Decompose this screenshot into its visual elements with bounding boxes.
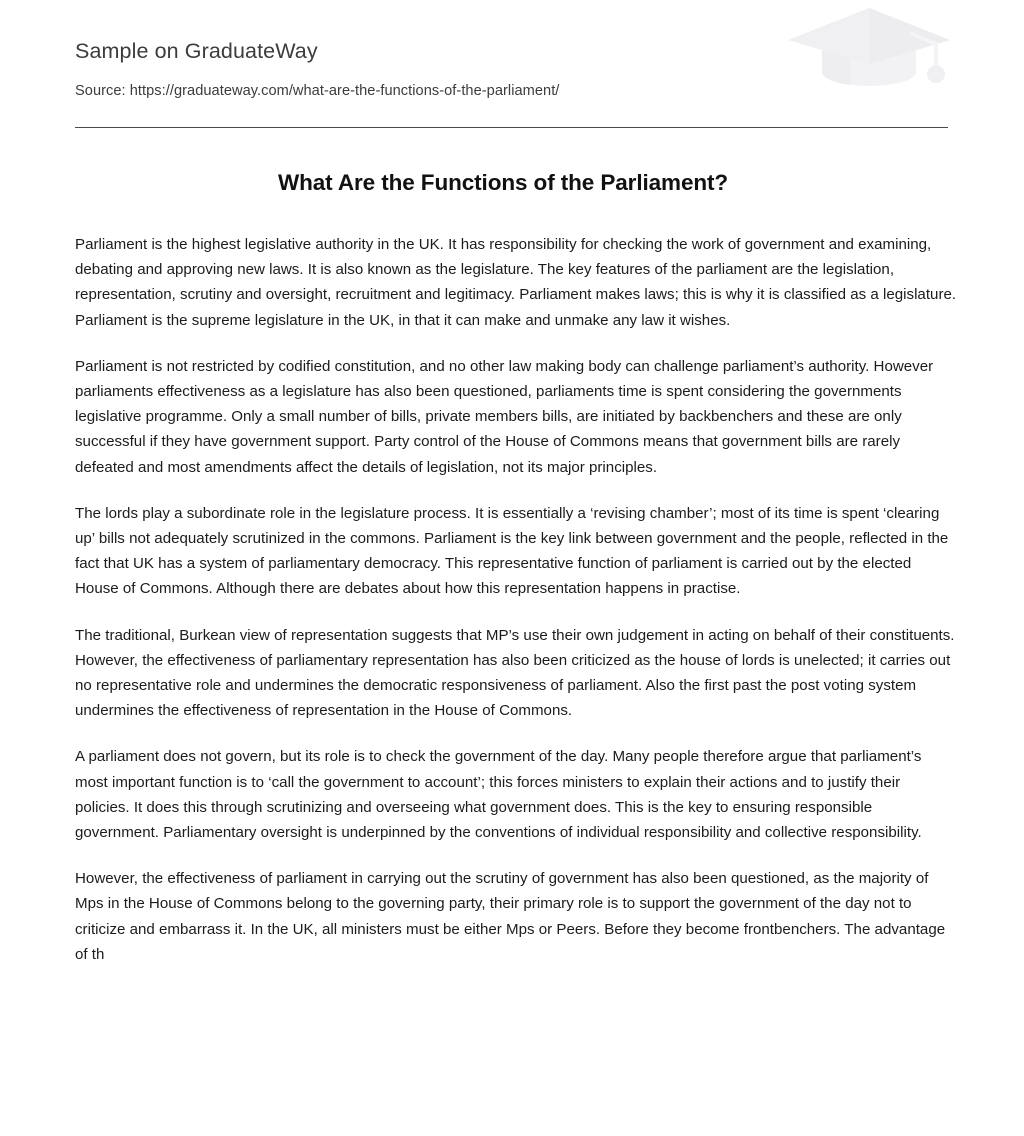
header-divider	[75, 127, 948, 128]
source-label: Source:	[75, 82, 126, 99]
source-url: https://graduateway.com/what-are-the-functions-of-the-parliament/	[129, 82, 560, 99]
paragraph: Parliament is the highest legislative authority in the UK. It has responsibility for checking the work of government and examining, debating and approving new laws. It is also known as the legislature. The key features of the parliament are the legislation, representation, scrutiny and oversight, recruitment and legitimacy. Parliament makes laws; this is why it is classified as a legislature. Parliament is the supreme legislature in the UK, in that it can make and unmake any law it wishes.	[75, 235, 957, 329]
source-line	[75, 83, 949, 99]
paragraph: The traditional, Burkean view of representation suggests that MP’s use their own judgement in acting on behalf of their constituents. However, the effectiveness of parliamentary representation has also been criticized as the house of lords is unelected; it carries out no representative role and undermines the democratic responsiveness of parliament. Also the first past the post voting system undermines the effectiveness of representation in the House of Commons.	[75, 626, 955, 720]
paragraph: However, the effectiveness of parliament in carrying out the scrutiny of government has also been questioned, as the majority of Mps in the House of Commons belong to the governing party, their primary role is to support the government of the day not to criticize and embarrass it. In the UK, all ministers must be either Mps or Peers. Before they become frontbenchers. The advantage of th	[75, 870, 946, 963]
paragraph: Parliament is not restricted by codified constitution, and no other law making body can challenge parliament’s authority. However parliaments effectiveness as a legislature has also been questioned, parliaments time is spent considering the governments legislative programme. Only a small number of bills, private members bills, are initiated by backbenchers and these are only successful if they have government support. Party control of the House of Commons means that government bills are rarely defeated and most amendments affect the details of legislation, not its major principles.	[75, 357, 934, 476]
paragraph: The lords play a subordinate role in the legislature process. It is essentially a ‘revising chamber’; most of its time is spent ‘clearing up’ bills not adequately scrutinized in the commons. Parliament is the key link between government and the people, reflected in the fact that UK has a system of parliamentary democracy. This representative function of parliament is carried out by the elected House of Commons. Although there are debates about how this representation happens in practise.	[75, 504, 949, 598]
article-title: What Are the Functions of the Parliament?	[277, 169, 729, 195]
document-header	[75, 0, 949, 99]
article-body	[75, 232, 957, 967]
paragraph: A parliament does not govern, but its role is to check the government of the day. Many people therefore argue that parliament’s most important function is to ‘call the government to account’; this forces ministers to explain their actions and to justify their policies. It does this through scrutinizing and overseeing what government does. This is the key to ensuring responsible government. Parliamentary oversight is underpinned by the conventions of individual responsibility and collective responsibility.	[75, 748, 922, 841]
site-name: Sample on GraduateWay	[75, 39, 318, 63]
